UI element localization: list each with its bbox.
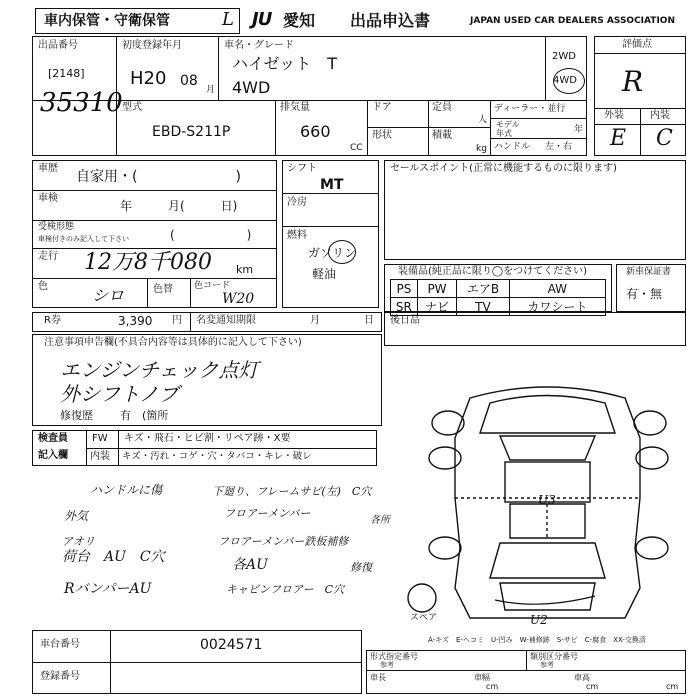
category-ref: 参考 — [540, 661, 554, 669]
interior-options: キズ・汚れ・コゲ・穴・タバコ・キレ・破レ — [122, 451, 312, 462]
diagram-wheel-rr — [636, 537, 668, 559]
storage-note: 車内保管・守衛保管 — [44, 13, 170, 29]
diagram-spare-wheel — [408, 584, 436, 612]
postscript-label: 後日品 — [390, 315, 420, 326]
prior-label: 受検形態 — [38, 222, 75, 232]
storage-mark: L — [222, 9, 234, 30]
hw-remark-1: 下廻り、フレームサビ(左) C穴 — [212, 485, 372, 498]
prior-sub: 車検付きのみ記入して下さい — [38, 235, 129, 243]
width-unit: cm — [586, 682, 599, 691]
shift-value: MT — [320, 177, 344, 193]
length-label: 車長 — [370, 673, 386, 682]
model-name: ハイゼット T — [232, 54, 337, 73]
inspector-label-1: 検査員 — [38, 433, 68, 444]
rating-int-label: 内装 — [650, 110, 670, 121]
diagram-wheel-ml — [429, 447, 461, 469]
postscript-box — [384, 312, 686, 346]
diagram-bed — [510, 504, 585, 538]
notes-line2: 外シフトノブ — [60, 382, 179, 406]
diagram-windshield — [500, 436, 595, 460]
equip-tv: TV — [457, 298, 509, 316]
registration-month: 08 — [180, 73, 198, 89]
warranty-label: 新車保証書 — [626, 267, 672, 277]
damage-legend: A-キズ E-ヘコミ U-凹み W-補修跡 S-サビ C-腐食 XX-交換済 — [428, 636, 646, 644]
fuel-label: 燃料 — [287, 230, 307, 241]
door-label: ドア — [372, 102, 392, 113]
recycle-label: R券 — [44, 315, 61, 326]
hw-diagram-mark-2: U2 — [530, 613, 548, 627]
notice-label: 名変通知期限 — [196, 315, 256, 326]
load-unit: kg — [476, 144, 487, 154]
ac-label: 冷房 — [287, 197, 307, 208]
color-label: 色 — [38, 281, 48, 292]
history-label: 車歴 — [38, 163, 58, 174]
registration-era: H20 — [130, 68, 167, 89]
history-value: 自家用・( ) — [76, 169, 241, 185]
fw-label: FW — [92, 433, 108, 444]
chassis-value: 0024571 — [200, 637, 263, 653]
fuel-diesel: 軽油 — [312, 267, 337, 281]
hw-comment-1: ハンドルに傷 — [90, 483, 163, 497]
diagram-tail — [500, 583, 595, 610]
hw-comment-3b: 荷台 AU C穴 — [62, 549, 165, 565]
diagram-wheel-fr — [634, 411, 666, 435]
diagram-hood — [480, 396, 615, 434]
form-title: 出品申込書 — [350, 11, 431, 30]
equipment-grid — [390, 279, 606, 316]
registration-month-unit: 月 — [206, 85, 216, 95]
color-code-label: 色コード — [194, 281, 231, 291]
equip-sr: SR — [391, 298, 418, 316]
lot-number: 35310 — [40, 88, 123, 118]
category-label: 類別区分番号 — [530, 652, 578, 661]
handle-label: ハンドル — [494, 142, 531, 152]
org-name: 愛知 — [283, 11, 316, 30]
repair-value: 有 (箇所 — [120, 409, 169, 422]
registration-label: 初度登録年月 — [122, 40, 182, 51]
equip-aw: AW — [509, 280, 605, 298]
plate-label: 登録番号 — [40, 671, 80, 682]
disp-value: 660 — [300, 122, 331, 141]
drive-circle — [553, 68, 585, 94]
repair-label: 修復歴 — [60, 409, 93, 422]
type-number-label: 形式指定番号 — [370, 652, 418, 661]
fuel-circle — [328, 240, 356, 264]
notes-line1: エンジンチェック点灯 — [60, 358, 259, 382]
type-value: EBD-S211P — [152, 124, 231, 140]
mileage-value: 12万8千080 — [84, 250, 212, 275]
notice-month: 月 — [310, 315, 320, 326]
ju-logo: JU — [252, 9, 272, 30]
inspector-label-2: 記入欄 — [38, 450, 68, 461]
inspection-value: 年 月( 日) — [120, 199, 238, 213]
diagram-wheel-fl — [432, 411, 464, 435]
equip-pw: PW — [417, 280, 456, 298]
diagram-damage-marking — [495, 596, 595, 604]
capacity-label: 定員 — [432, 102, 452, 113]
fuel-gas: ガソリン — [308, 246, 357, 260]
warranty-value: 有・無 — [626, 287, 663, 301]
hw-remark-2b: 各所 — [370, 515, 390, 526]
length-unit: cm — [486, 682, 499, 691]
hw-diagram-mark-1: U3 — [538, 493, 556, 507]
color-change-label: 色替 — [153, 284, 173, 295]
width-label: 車幅 — [474, 673, 490, 682]
year-unit: 年 — [574, 125, 584, 135]
equip-navi: ナビ — [417, 298, 456, 316]
hw-remark-5: キャビンフロアー C穴 — [226, 583, 345, 596]
lot-label: 出品番号 — [38, 40, 78, 51]
height-label: 車高 — [574, 673, 590, 682]
hw-comment-3a: アオリ — [62, 535, 95, 548]
hw-comment-4: RバンパーAU — [64, 581, 152, 597]
spare-label: スペア — [410, 613, 438, 623]
rating-score: R — [622, 65, 644, 98]
prior-value: ( ) — [170, 228, 252, 242]
org-english: JAPAN USED CAR DEALERS ASSOCIATION — [470, 16, 675, 26]
diagram-wheel-rl — [429, 537, 461, 559]
mileage-unit: km — [236, 263, 254, 276]
load-label: 積載 — [432, 130, 452, 141]
type-label: 型式 — [122, 102, 142, 113]
hw-remark-4b: 修復 — [350, 561, 372, 574]
handle-options: 左・右 — [545, 142, 573, 152]
sales-label: セールスポイント(正常に機能するものに限ります) — [390, 163, 617, 174]
disp-label: 排気量 — [280, 102, 310, 113]
model-grade: 4WD — [232, 78, 271, 97]
shift-label: シフト — [287, 163, 317, 174]
fw-options: キズ・飛石・ヒビ割・リペア跡・X要 — [124, 433, 291, 444]
disp-unit: CC — [350, 143, 363, 153]
inspection-label: 車検 — [38, 193, 58, 204]
height-unit: cm — [666, 682, 679, 691]
color-value: シロ — [92, 286, 125, 305]
recycle-unit: 円 — [172, 315, 182, 326]
model-label: 車名・グレード — [224, 40, 294, 51]
mileage-label: 走行 — [38, 251, 58, 262]
sales-point-box — [384, 160, 686, 260]
hw-remark-2: フロアーメンバー — [224, 507, 311, 520]
equip-leather: カワシート — [509, 298, 605, 316]
interior-label: 内装 — [90, 451, 110, 462]
rating-int: C — [656, 126, 673, 151]
chassis-label: 車台番号 — [40, 639, 80, 650]
hw-comment-2: 外気 — [64, 509, 89, 523]
equipment-label: 装備品(純正品に限り◯をつけてください) — [398, 266, 587, 277]
equip-ps: PS — [391, 280, 418, 298]
drive-2wd: 2WD — [552, 51, 576, 62]
rating-ext-label: 外装 — [604, 110, 624, 121]
rating-ext: E — [610, 126, 627, 151]
drive-4wd: 4WD — [553, 75, 577, 86]
notice-day: 日 — [364, 315, 374, 326]
notes-label: 注意事項申告欄(不具合内容等は具体的に記入して下さい) — [44, 337, 302, 348]
color-code: W20 — [222, 291, 255, 307]
lot-sub: [2148] — [48, 67, 85, 80]
capacity-unit: 人 — [478, 115, 488, 125]
shape-label: 形状 — [372, 130, 392, 141]
dealer-label: ディーラー・並行 — [494, 104, 566, 114]
recycle-value: 3,390 — [118, 314, 153, 328]
diagram-wheel-mr — [636, 447, 668, 469]
rating-label: 評価点 — [622, 39, 652, 50]
hw-remark-4: 各AU — [232, 557, 268, 573]
diagram-rear — [490, 543, 605, 578]
hw-remark-3: フロアーメンバー鉄板補修 — [218, 535, 349, 548]
type-number-ref: 参考 — [380, 661, 394, 669]
equip-airbag: エアB — [457, 280, 509, 298]
model-year-label: モデル 年式 — [496, 120, 520, 138]
